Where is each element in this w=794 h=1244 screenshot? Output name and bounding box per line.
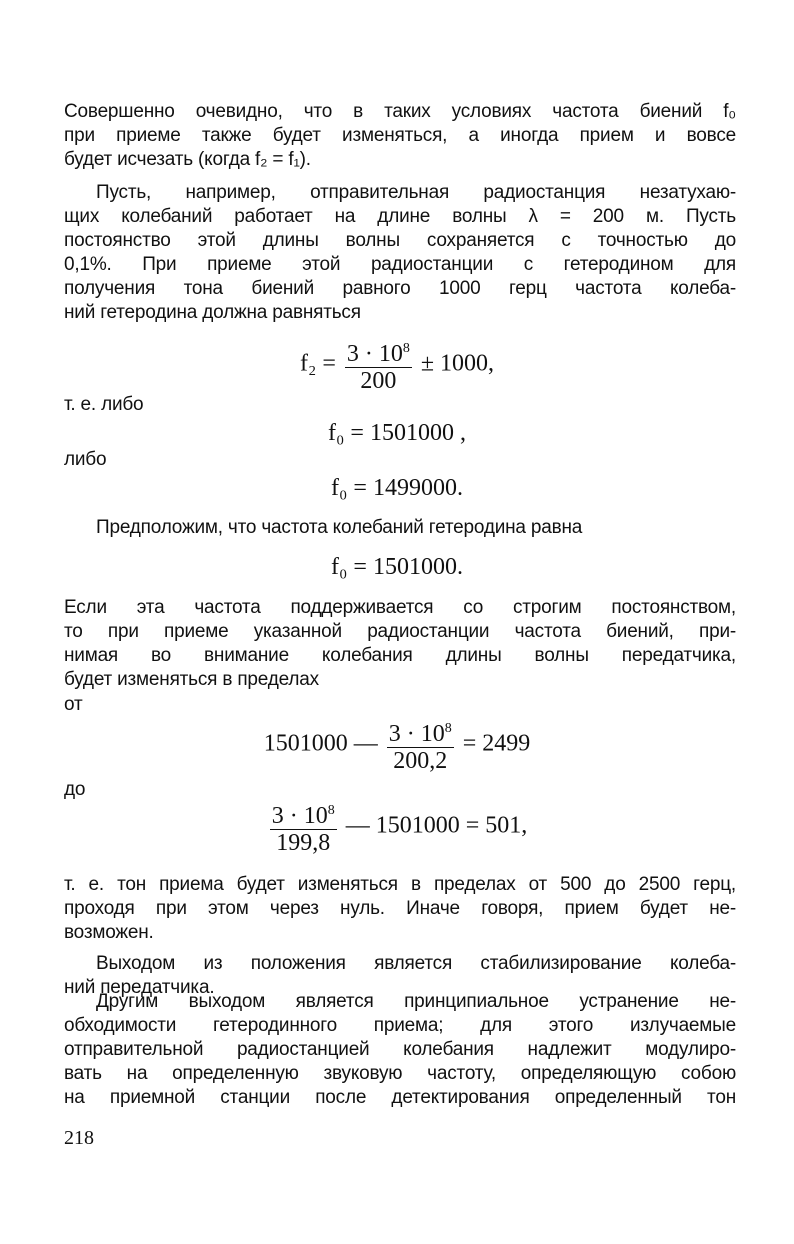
denominator: 200,2	[393, 748, 448, 774]
formula-lhs: f₂ =	[299, 350, 336, 377]
text-line: получения тона биений равного 1000 герц частота колеба-	[64, 278, 736, 299]
formula-rhs: ± 1000,	[420, 350, 495, 377]
exponent: 8	[327, 803, 335, 818]
formula-lower-bound	[0, 716, 794, 774]
text-line: будет исчезать (когда f₂ = f₁).	[64, 149, 311, 170]
text-line: проходя при этом через нуль. Иначе говоря, прием будет не-	[64, 898, 736, 919]
text-line: постоянство этой длины волны сохраняется с точностью до	[64, 230, 736, 251]
text-line: т. е. тон приема будет изменяться в пределах от 500 до 2500 герц,	[64, 874, 736, 895]
formula-rhs: — 1501000 = 501,	[345, 812, 528, 839]
text-line: до	[64, 779, 86, 800]
text-line: возможен.	[64, 922, 154, 943]
formula-f0-choice: f₀ = 1501000.	[331, 554, 463, 580]
fraction	[387, 716, 454, 774]
numerator: 3 · 10	[388, 721, 445, 747]
formula-upper-bound	[0, 798, 794, 856]
text-line: т. е. либо	[64, 394, 144, 415]
text-line: Предположим, что частота колебаний гетеродина равна	[96, 517, 583, 538]
formula-lhs: 1501000 —	[263, 730, 378, 757]
numerator: 3 · 10	[346, 341, 403, 367]
text-line: ний передатчика.	[64, 977, 215, 998]
text-line: щих колебаний работает на длине волны λ = 200 м. Пусть	[64, 206, 736, 227]
formula-f0-1501000: f₀ = 1501000 ,	[328, 420, 466, 446]
text-line: то при приеме указанной радиостанции частота биений, при-	[64, 621, 736, 642]
text-line: Выходом из положения является стабилизирование колеба-	[96, 953, 736, 974]
fraction	[270, 798, 337, 856]
text-line: либо	[64, 449, 107, 470]
exponent: 8	[402, 341, 410, 356]
text-line: при приеме также будет изменяться, а иногда прием и вовсе	[64, 125, 736, 146]
text-line: отправительной радиостанцией колебания надлежит модулиро-	[64, 1039, 736, 1060]
text-line: Другим выходом является принципиальное устранение не-	[96, 991, 736, 1012]
formula-rhs: = 2499	[462, 730, 531, 757]
formula-f2	[0, 336, 794, 394]
page-number: 218	[64, 1127, 94, 1149]
denominator: 199,8	[276, 830, 331, 856]
text-line: Пусть, например, отправительная радиостанция незатухаю-	[96, 182, 736, 203]
denominator: 200	[360, 368, 397, 394]
text-line: на приемной станции после детектирования определенный тон	[64, 1087, 736, 1108]
text-line: ний гетеродина должна равняться	[64, 302, 361, 323]
text-line: вать на определенную звуковую частоту, определяющую собою	[64, 1063, 736, 1084]
text-line: будет изменяться в пределах	[64, 669, 319, 690]
text-line: от	[64, 694, 83, 715]
text-line: нимая во внимание колебания длины волны передатчика,	[64, 645, 736, 666]
fraction	[345, 336, 412, 394]
text-line: Если эта частота поддерживается со строгим постоянством,	[64, 597, 736, 618]
text-line: обходимости гетеродинного приема; для этого излучаемые	[64, 1015, 736, 1036]
text-line: Совершенно очевидно, что в таких условиях частота биений f₀	[64, 101, 736, 122]
exponent: 8	[444, 721, 452, 736]
numerator: 3 · 10	[271, 803, 328, 829]
text-line: 0,1%. При приеме этой радиостанции с гетеродином для	[64, 254, 736, 275]
formula-f0-1499000: f₀ = 1499000.	[331, 475, 463, 501]
